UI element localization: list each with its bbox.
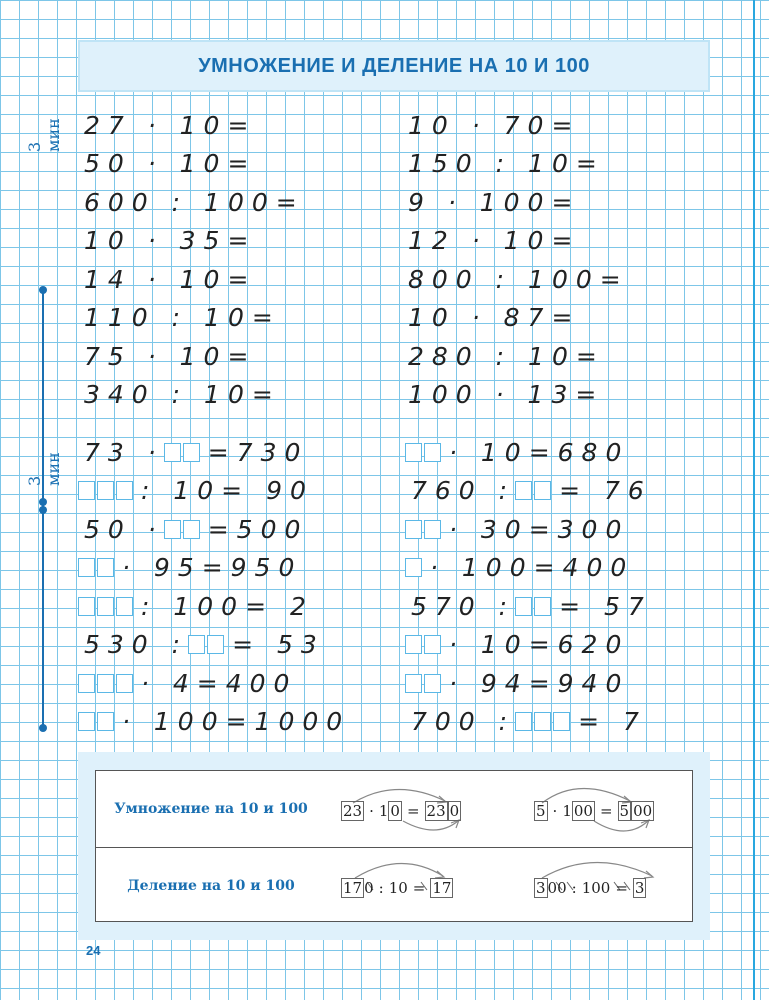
answer-box[interactable] [405, 558, 422, 577]
answer-box[interactable] [424, 635, 441, 654]
fill-exercise-right-6 [405, 628, 629, 662]
fill-exercise-left-2 [78, 474, 314, 508]
fill-exercise-right-7 [405, 666, 629, 700]
expr-post: : 100= 2 [141, 591, 314, 621]
title-banner [78, 40, 710, 92]
page-number: 24 [86, 943, 101, 958]
answer-box[interactable] [183, 520, 200, 539]
fill-exercise-left-3 [78, 512, 308, 546]
exercise-right-7: 280 : 10= [408, 341, 605, 371]
exercise-left-3: 600 : 100= [84, 187, 305, 217]
answer-boxes[interactable] [405, 674, 443, 693]
expr-post: = 53 [232, 630, 325, 659]
answer-box[interactable] [78, 712, 95, 731]
timer-label: 3 мин [25, 452, 63, 486]
answer-box[interactable] [164, 443, 181, 462]
expr-post: = 7 [578, 707, 647, 736]
answer-box[interactable] [405, 520, 422, 539]
expr-post: · 4=400 [141, 668, 298, 698]
answer-box[interactable] [116, 674, 133, 693]
exercise-right-4: 12 · 10= [408, 226, 581, 255]
rule-row-multiplication [96, 771, 692, 846]
expr-post: · 100=1000 [122, 707, 351, 736]
answer-boxes[interactable] [164, 520, 202, 539]
expr-pre: 530 : [84, 630, 189, 659]
answer-boxes[interactable] [515, 712, 572, 731]
div-example-2-text: 3 00 : 1 00 = 3 [536, 879, 645, 897]
answer-box[interactable] [424, 674, 441, 693]
expr-pre: 570 : [411, 591, 516, 621]
timer-label: 3 мин [25, 118, 63, 152]
answer-boxes[interactable] [515, 481, 553, 500]
exercise-right-3: 9 · 100= [408, 187, 581, 217]
fill-exercise-left-8 [78, 705, 350, 739]
expr-post: · 30=300 [449, 514, 630, 544]
answer-box[interactable] [116, 597, 133, 616]
fill-exercise-left-6 [78, 628, 325, 662]
exercise-left-8: 340 : 10= [84, 380, 281, 409]
answer-box[interactable] [424, 443, 441, 462]
answer-boxes[interactable] [405, 635, 443, 654]
fill-exercise-right-3 [405, 512, 629, 546]
answer-box[interactable] [97, 558, 114, 577]
exercise-right-8: 100 · 13= [408, 380, 605, 409]
exercise-right-5: 800 : 100= [408, 264, 629, 294]
answer-boxes[interactable] [78, 597, 135, 616]
answer-box[interactable] [405, 635, 422, 654]
timer-1 [25, 112, 63, 412]
expr-post: = 57 [559, 591, 652, 621]
exercise-left-5: 14 · 10= [84, 264, 257, 294]
expr-pre: 73 · [84, 437, 164, 467]
expr-post: · 10=620 [449, 630, 630, 659]
answer-box[interactable] [424, 520, 441, 539]
exercise-left-4: 10 · 35= [84, 226, 257, 255]
answer-box[interactable] [97, 597, 114, 616]
answer-box[interactable] [534, 712, 551, 731]
exercise-left-7: 75 · 10= [84, 341, 257, 371]
answer-box[interactable] [515, 481, 532, 500]
answer-box[interactable] [78, 558, 95, 577]
answer-boxes[interactable] [164, 443, 202, 462]
fill-exercise-right-4 [405, 551, 634, 585]
timer-dot-bottom [39, 724, 47, 732]
exercise-right-6: 10 · 87= [408, 303, 581, 332]
expr-post: · 100=400 [430, 553, 635, 582]
answer-box[interactable] [78, 597, 95, 616]
fill-exercise-right-8 [405, 705, 647, 739]
answer-box[interactable] [116, 481, 133, 500]
expr-pre: 50 · [84, 514, 164, 544]
answer-box[interactable] [188, 635, 205, 654]
rule-label-division: Деление на 10 и 100 [127, 877, 295, 894]
mult-example-2-text: 5 · 1 00 = 5 00 [536, 802, 653, 820]
answer-boxes[interactable] [78, 712, 116, 731]
fill-exercise-left-5 [78, 589, 314, 623]
answer-box[interactable] [78, 674, 95, 693]
answer-box[interactable] [405, 674, 422, 693]
answer-box[interactable] [97, 481, 114, 500]
expr-pre: 760 : [411, 476, 516, 505]
page-right-border [753, 0, 755, 1000]
answer-box[interactable] [534, 481, 551, 500]
answer-boxes[interactable] [405, 558, 424, 577]
expr-post: =730 [207, 437, 309, 467]
answer-box[interactable] [515, 712, 532, 731]
exercise-left-6: 110 : 10= [84, 303, 281, 332]
exercise-right-2: 150 : 10= [408, 149, 605, 178]
mult-example-1 [341, 771, 481, 846]
exercise-right-1: 10 · 70= [408, 110, 581, 140]
rule-label-multiplication: Умножение на 10 и 100 [114, 800, 308, 817]
mult-example-2 [534, 771, 674, 846]
rule-row-division [96, 847, 692, 923]
expr-post: : 10= 90 [141, 476, 314, 505]
div-example-2 [534, 848, 674, 923]
timer-2 [25, 446, 63, 746]
answer-box[interactable] [164, 520, 181, 539]
fill-exercise-right-5 [405, 589, 652, 623]
answer-boxes[interactable] [78, 481, 135, 500]
fill-exercise-right-2 [405, 474, 652, 508]
div-example-1-text: 17 0 : 1 0 = 17 [343, 879, 452, 897]
exercise-left-1: 27 · 10= [84, 110, 257, 140]
page-title: УМНОЖЕНИЕ И ДЕЛЕНИЕ НА 10 И 100 [198, 54, 590, 77]
answer-box[interactable] [515, 597, 532, 616]
answer-box[interactable] [534, 597, 551, 616]
expr-post: · 10=680 [449, 437, 630, 467]
div-example-1 [341, 848, 481, 923]
exercise-left-2: 50 · 10= [84, 149, 257, 178]
fill-exercise-left-7 [78, 666, 297, 700]
expr-pre: 700 : [411, 707, 516, 736]
mult-example-1-text: 23 · 1 0 = 23 0 [343, 802, 460, 820]
fill-exercise-right-1 [405, 435, 629, 469]
expr-post: = 76 [559, 476, 652, 505]
answer-boxes[interactable] [78, 674, 135, 693]
answer-boxes[interactable] [78, 558, 116, 577]
answer-boxes[interactable] [405, 443, 443, 462]
fill-exercise-left-4 [78, 551, 302, 585]
answer-boxes[interactable] [515, 597, 553, 616]
expr-post: · 95=950 [122, 553, 303, 582]
answer-box[interactable] [553, 712, 570, 731]
expr-post: =500 [207, 514, 309, 544]
answer-boxes[interactable] [188, 635, 226, 654]
answer-box[interactable] [78, 481, 95, 500]
answer-box[interactable] [207, 635, 224, 654]
answer-box[interactable] [183, 443, 200, 462]
timer-line [42, 502, 44, 728]
answer-box[interactable] [405, 443, 422, 462]
rules-table [95, 770, 693, 922]
answer-box[interactable] [97, 674, 114, 693]
expr-post: · 94=940 [449, 668, 630, 698]
answer-box[interactable] [97, 712, 114, 731]
answer-boxes[interactable] [405, 520, 443, 539]
fill-exercise-left-1 [78, 435, 308, 469]
